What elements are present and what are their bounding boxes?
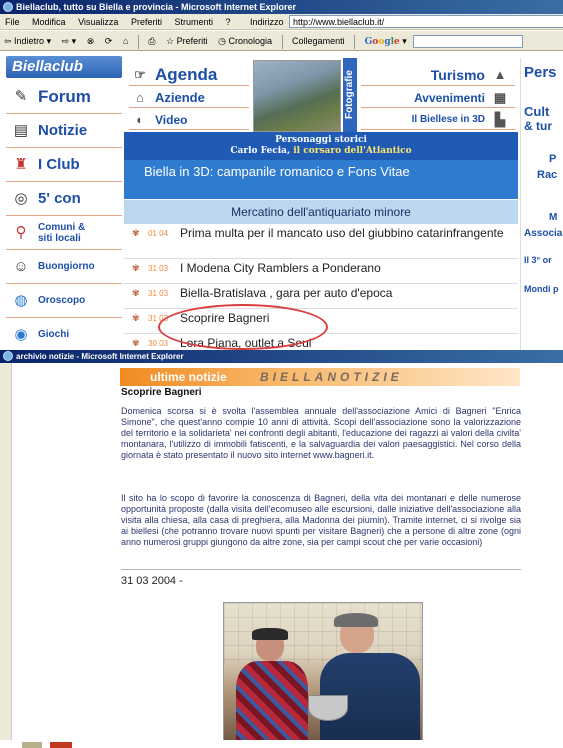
right-link[interactable]: Il 3° or [524,255,552,265]
news-title: Lora Piana, outlet a Seul [180,336,312,350]
links-button[interactable]: Collegamenti [292,36,345,46]
news-title: Biella-Bratislava , gara per auto d'epoca [180,286,393,300]
ie-icon [3,351,13,361]
ultime-notizie-banner [120,368,520,386]
menu-preferiti[interactable]: Preferiti [130,17,162,27]
link-agenda[interactable] [129,64,249,86]
newspaper-icon: ▤ [13,121,29,139]
news-title: I Modena City Ramblers a Ponderano [180,261,381,275]
window-titlebar [0,350,563,363]
site-logo[interactable]: Biellaclub [6,56,122,78]
right-link[interactable]: Rac [537,169,558,181]
link-label: Aziende [155,90,205,105]
factory-icon: ⌂ [136,90,144,105]
news-date: 31 03 [148,289,169,298]
ie-icon [3,2,13,12]
article-photo [223,602,423,748]
menu-help[interactable]: ? [225,17,231,27]
back-arrow-icon: ⇦ [4,36,15,46]
stop-icon[interactable]: ⊗ [86,36,95,46]
menu-modifica[interactable]: Modifica [32,17,66,27]
nav-buongiorno[interactable] [6,250,122,284]
right-link[interactable]: & tur [524,119,552,133]
home-icon[interactable]: ⌂ [122,36,129,46]
right-link[interactable]: Mondi p [524,284,559,294]
toolbar-separator [354,35,355,49]
right-link[interactable]: Associa [524,228,563,239]
nav-forum[interactable] [6,80,122,114]
address-input[interactable]: http://www.biellaclub.it/ [289,15,563,28]
browser-window-biellaclub [0,0,563,350]
menu-visualizza[interactable]: Visualizza [78,17,119,27]
star-icon: ☆ [166,36,177,46]
person-left [232,631,312,748]
camera-icon: ◐ [136,112,144,127]
link-video[interactable] [129,110,249,130]
nav-notizie[interactable] [6,114,122,148]
right-column [520,58,563,350]
news-date: 31 03 [148,264,169,273]
link-fotografie[interactable]: Fotografie [343,58,357,132]
window-titlebar [0,0,563,14]
personaggi-storici-box[interactable] [124,132,518,160]
bullet-icon: ✾ [132,263,140,273]
menu-file[interactable]: File [5,17,20,27]
news-date: 01 04 [148,229,169,238]
news-date: 30 03 [148,339,169,348]
nav-label: 5' con [38,190,81,207]
bullet-icon: ✾ [132,288,140,298]
person-right [320,613,420,748]
globe-icon: ◍ [14,291,28,309]
news-date: 31 03 [148,314,169,323]
google-search-input[interactable] [413,35,523,48]
nav-label: Comuni & siti locali [38,221,86,244]
pen-icon: ✎ [14,87,28,105]
center-top-links [125,58,519,138]
bullet-icon: ✾ [132,313,140,323]
link-turismo[interactable] [361,64,515,86]
nav-label: I Club [38,156,80,173]
buildings-icon: ▙ [495,111,505,127]
game-icon: ◉ [14,325,28,343]
right-link[interactable]: Pers [524,64,557,81]
figure-icon: ♜ [14,155,28,173]
address-bar [250,15,563,29]
link-label: Video [155,112,188,127]
article-date: 31 03 2004 - [121,575,183,587]
window-title: archivio notizie - Microsoft Internet Explorer [16,352,184,361]
right-link[interactable]: P [549,153,557,165]
menu-strumenti[interactable]: Strumenti [174,17,213,27]
article-title: Scoprire Bagneri [121,387,202,398]
left-navigation [6,80,122,350]
refresh-icon[interactable]: ⟳ [104,36,113,46]
link-biellese-3d[interactable] [361,110,515,130]
browser-window-archivio [0,350,563,748]
news-item[interactable] [124,260,518,284]
nav-label: Buongiorno [38,261,95,272]
nav-giochi[interactable] [6,318,122,350]
landscape-icon: ▲ [493,67,507,82]
nav-iclub[interactable] [6,148,122,182]
right-link[interactable]: M [549,212,558,223]
nav-label: Notizie [38,122,88,139]
link-label: Avvenimenti [414,90,485,105]
google-logo: Google [364,37,400,47]
article-paragraph-2: Il sito ha lo scopo di favorire la conoscenza di Bagneri, della vita dei montanari e delle numerose opportunità proposte (dalla visita dell'ecomuseo alle escursioni, dalle iniziative dell'associazione alla visita alla chiesa, alla casa di preghiera, alla Madonna dei piumin). Tramite internet, ci si rivolge sia ai biellesi (che potranno trovare nuovi spunti per visitare Bagneri) che a persone di altre zone (ogni anno numerosi gruppi giungono da altre zone, sia per campi scout che per varie occasioni) [121,493,521,547]
nav-label: Forum [38,86,91,106]
personaggi-line: Carlo Fecia, il corsaro dell'Atlantico [230,146,412,156]
personaggi-label: Personaggi storici [275,135,367,145]
bullet-icon: ✾ [132,228,140,238]
event-icon: ▦ [493,89,507,105]
link-label: Il Biellese in 3D [411,114,485,125]
forward-button[interactable]: ⇨ ▾ [61,36,77,46]
link-aziende[interactable] [129,88,249,108]
print-icon[interactable]: ⎙ [148,36,156,46]
nav-label: Giochi [38,329,70,340]
watch-icon: ◎ [14,189,28,207]
news-title: Scoprire Bagneri [180,311,270,325]
history-icon: ◷ [218,36,229,46]
news-item[interactable] [124,285,518,309]
address-label: Indirizzo [250,17,284,27]
hand-icon: ☞ [134,66,146,82]
bullet-icon: ✾ [132,338,140,348]
banner-brand: BIELLANOTIZIE [260,370,403,384]
right-link[interactable]: Cult [524,104,550,119]
window-frame [0,363,12,748]
bottom-strip [0,740,563,748]
news-item[interactable] [124,225,518,259]
favorites-button[interactable]: ☆ Preferiti [166,36,208,46]
cooking-pot [308,695,348,721]
banner-label: ultime notizie [150,370,227,384]
bicycle-icon: ⚲ [15,223,27,241]
biellaclub-page [0,52,563,350]
link-label: Agenda [155,64,218,84]
browser-toolbar [0,31,563,51]
headline-link[interactable]: Biella in 3D: campanile romanico e Fons Vitae [124,160,518,199]
link-label: Turismo [430,66,485,83]
news-title: Prima multa per il mancato uso del giubbino catarinfrangente [180,226,504,240]
divider [121,569,521,570]
mountain-photo[interactable] [253,60,341,132]
toolbar-separator [282,35,283,49]
link-avvenimenti[interactable] [361,88,515,108]
nav-5con[interactable] [6,182,122,216]
highlight-circle [158,304,328,350]
back-button[interactable]: ⇦ Indietro ▾ [4,36,52,46]
article-paragraph-1: Domenica scorsa si è svolta l'assemblea annuale dell'associazione Amici di Bagneri "Enrica Simone", che quest'anno compie 10 anni di attività. Scopi dell'associazione sono la valorizzazione del territorio e la solidarieta' nei confronti degli abitanti, l'educazione dei ragazzi ai valori della civilta' montanara, l'utilizzo di immobili fatiscenti, e la salvaguardia dei valori paesaggistici. Nel corso della giornata è stato presentato il nuovo sito internet www.bagneri.it. [121,406,521,460]
window-title: Biellaclub, tutto su Biella e provincia - Microsoft Internet Explorer [16,2,297,12]
subhead-link[interactable]: Mercatino dell'antiquariato minore [124,200,518,224]
nav-label: Oroscopo [38,295,86,306]
toolbar-separator [138,35,139,49]
nav-oroscopo[interactable] [6,284,122,318]
history-button[interactable]: ◷ Cronologia [218,36,273,46]
face-icon: ☺ [13,257,29,275]
nav-comuni[interactable] [6,216,122,250]
google-toolbar-button[interactable]: Google ▾ [361,31,411,51]
